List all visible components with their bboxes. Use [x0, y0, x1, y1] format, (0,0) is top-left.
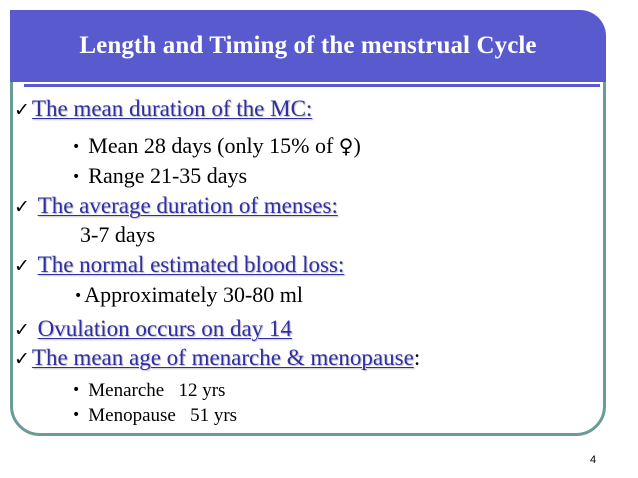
bullet-icon: •: [72, 139, 81, 155]
bullet-icon: •: [72, 169, 81, 185]
title-underline: [24, 84, 600, 87]
bullet-icon: •: [74, 288, 83, 304]
detail-menopause: • Menopause 51 yrs: [72, 405, 238, 426]
checkmark-icon: ✓: [14, 99, 30, 121]
heading-mean-age: ✓The mean age of menarche & menopause:: [14, 345, 421, 370]
detail-3-7-days: 3-7 days: [80, 222, 156, 247]
detail-mean-28-days: • Mean 28 days (only 15% of ♀): [72, 133, 361, 158]
title-bar: [10, 10, 606, 82]
slide-title: Length and Timing of the menstrual Cycle: [79, 32, 537, 59]
female-symbol-icon: ♀: [338, 134, 354, 158]
checkmark-icon: ✓: [14, 348, 30, 370]
checkmark-icon: ✓: [14, 255, 30, 277]
checkmark-icon: ✓: [14, 319, 30, 341]
page-number: 4: [590, 454, 597, 466]
heading-average-duration: ✓ The average duration of menses:: [14, 193, 338, 218]
bullet-icon: •: [72, 382, 81, 398]
heading-blood-loss: ✓ The normal estimated blood loss:: [14, 252, 345, 277]
detail-range: • Range 21-35 days: [72, 163, 248, 188]
detail-menarche: • Menarche 12 yrs: [72, 380, 226, 401]
detail-approximately: •Approximately 30-80 ml: [74, 282, 304, 307]
heading-mean-duration: ✓The mean duration of the MC:: [14, 96, 313, 121]
bullet-icon: •: [72, 407, 81, 423]
heading-ovulation: ✓ Ovulation occurs on day 14: [14, 316, 292, 341]
checkmark-icon: ✓: [14, 196, 30, 218]
